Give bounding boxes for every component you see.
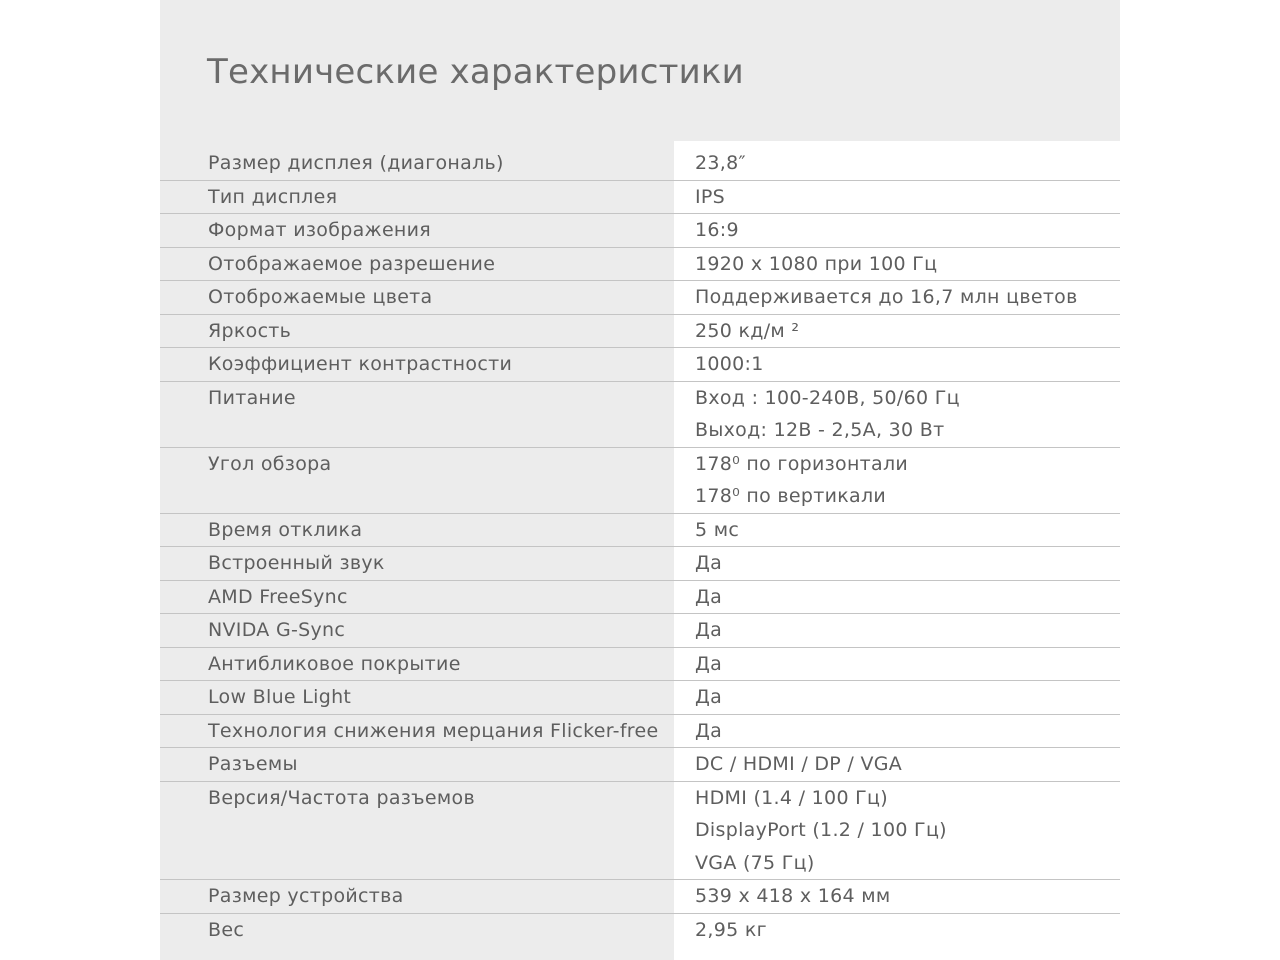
- spec-row: [160, 547, 1120, 581]
- spec-values: [674, 315, 1120, 348]
- spec-value: HDMI (1.4 / 100 Гц): [695, 786, 889, 809]
- spec-label: Тип дисплея: [208, 185, 338, 208]
- spec-value: 178⁰ по горизонтали: [695, 452, 909, 475]
- spec-values: [674, 547, 1120, 580]
- spec-value: VGA (75 Гц): [695, 851, 815, 874]
- spec-label: Отображаемое разрешение: [208, 252, 496, 275]
- spec-label: Размер устройства: [208, 885, 404, 907]
- spec-value: Да: [695, 552, 723, 574]
- spec-value: Выход: 12В - 2,5А, 30 Вт: [695, 419, 945, 441]
- spec-value: Поддерживается до 16,7 млн цветов: [695, 286, 1078, 308]
- spec-values: [674, 281, 1120, 314]
- spec-values: [674, 614, 1120, 647]
- specs-table: [160, 147, 1120, 946]
- spec-row: [160, 715, 1120, 749]
- spec-values: [674, 748, 1120, 781]
- spec-row: [160, 281, 1120, 315]
- spec-label: Антибликовое покрытие: [208, 652, 461, 675]
- page-title: Технические характеристики: [207, 52, 744, 92]
- spec-values: [674, 648, 1120, 681]
- spec-value: DC / HDMI / DP / VGA: [695, 753, 903, 775]
- spec-row: [160, 315, 1120, 349]
- spec-label: Встроенный звук: [208, 552, 385, 574]
- header: [160, 0, 1120, 141]
- spec-values: [674, 382, 1120, 447]
- spec-values: [674, 181, 1120, 214]
- spec-row: [160, 214, 1120, 248]
- spec-values: [674, 214, 1120, 247]
- spec-label: Угол обзора: [208, 452, 332, 475]
- spec-value: Да: [695, 585, 723, 608]
- spec-value: 5 мс: [695, 518, 740, 541]
- spec-value: 2,95 кг: [695, 918, 767, 941]
- spec-row: [160, 348, 1120, 382]
- spec-value: 16:9: [695, 219, 739, 241]
- spec-label: Версия/Частота разъемов: [208, 786, 475, 809]
- spec-label: AMD FreeSync: [208, 585, 348, 608]
- spec-label: NVIDA G-Sync: [208, 619, 346, 641]
- spec-row: [160, 782, 1120, 881]
- spec-values: [674, 147, 1120, 180]
- spec-row: [160, 914, 1120, 947]
- spec-value: Да: [695, 686, 723, 708]
- spec-row: [160, 382, 1120, 448]
- spec-value: 1000:1: [695, 353, 764, 375]
- spec-label: Формат изображения: [208, 219, 432, 241]
- spec-value: Да: [695, 719, 723, 742]
- spec-row: [160, 147, 1120, 181]
- specs-panel: [160, 0, 1120, 960]
- spec-row: [160, 514, 1120, 548]
- spec-label: Время отклика: [208, 518, 363, 541]
- spec-row: [160, 748, 1120, 782]
- spec-row: [160, 448, 1120, 514]
- spec-value: 178⁰ по вертикали: [695, 485, 887, 507]
- spec-values: [674, 248, 1120, 281]
- spec-value: 23,8″: [695, 152, 746, 174]
- spec-value: Да: [695, 619, 723, 641]
- spec-values: [674, 514, 1120, 547]
- spec-label: Low Blue Light: [208, 686, 352, 708]
- spec-label: Технология снижения мерцания Flicker-free: [208, 719, 659, 742]
- spec-values: [674, 448, 1120, 513]
- spec-values: [674, 782, 1120, 880]
- spec-row: [160, 581, 1120, 615]
- spec-value: 1920 x 1080 при 100 Гц: [695, 252, 938, 275]
- spec-values: [674, 681, 1120, 714]
- spec-value: IPS: [695, 185, 726, 208]
- spec-label: Отоброжаемые цвета: [208, 286, 433, 308]
- spec-values: [674, 914, 1120, 947]
- spec-values: [674, 715, 1120, 748]
- spec-value: 250 кд/м ²: [695, 319, 800, 342]
- spec-label: Коэффициент контрастности: [208, 353, 513, 375]
- spec-value: 539 x 418 x 164 мм: [695, 885, 891, 907]
- spec-label: Разъемы: [208, 753, 298, 775]
- spec-label: Питание: [208, 386, 296, 409]
- spec-row: [160, 181, 1120, 215]
- spec-label: Яркость: [208, 319, 292, 342]
- spec-value: Вход : 100-240В, 50/60 Гц: [695, 386, 960, 409]
- spec-row: [160, 614, 1120, 648]
- spec-label: Размер дисплея (диагональ): [208, 152, 504, 174]
- spec-values: [674, 348, 1120, 381]
- spec-values: [674, 880, 1120, 913]
- spec-value: DisplayPort (1.2 / 100 Гц): [695, 819, 947, 841]
- spec-value: Да: [695, 652, 723, 675]
- spec-values: [674, 581, 1120, 614]
- spec-row: [160, 648, 1120, 682]
- spec-row: [160, 248, 1120, 282]
- spec-row: [160, 880, 1120, 914]
- spec-row: [160, 681, 1120, 715]
- spec-label: Вес: [208, 918, 245, 941]
